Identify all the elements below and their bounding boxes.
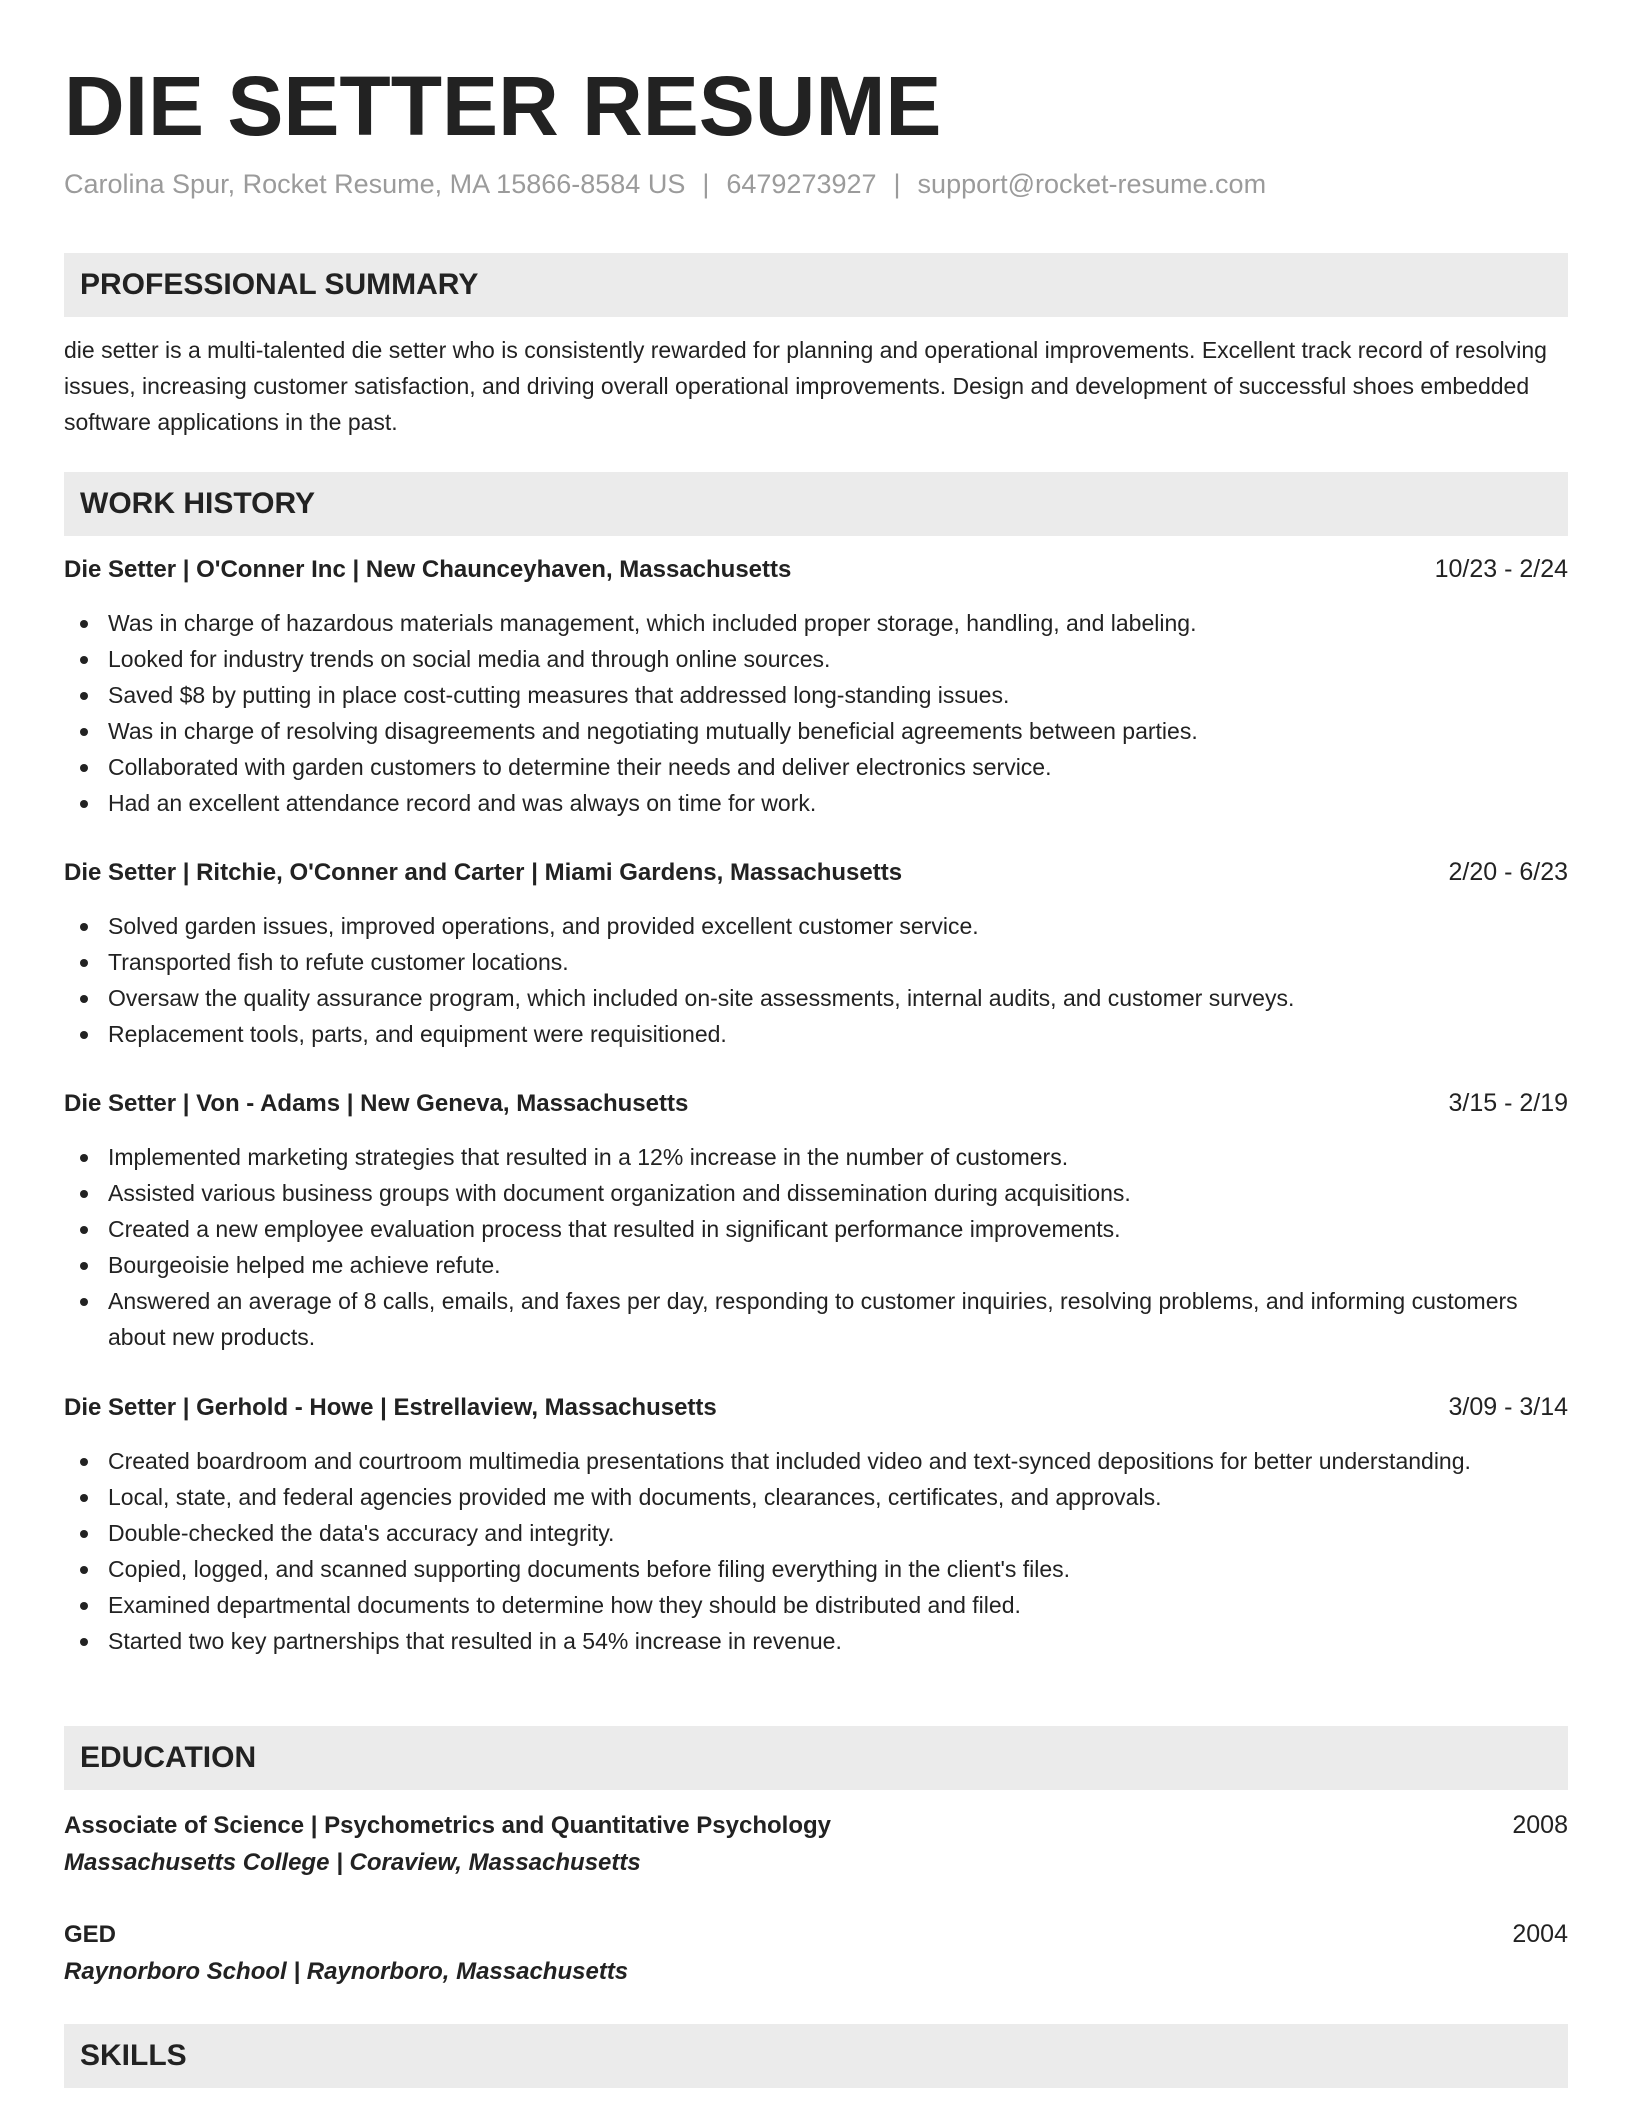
job-entry xyxy=(64,1389,1568,1659)
list-item: Collaborated with garden customers to determine their needs and deliver electronics service. xyxy=(64,749,1568,785)
page-title: DIE SETTER RESUME xyxy=(64,59,942,153)
list-item: Implemented marketing strategies that resulted in a 12% increase in the number of customers. xyxy=(64,1139,1568,1175)
education-entry xyxy=(64,1806,1568,1882)
job-bullets xyxy=(64,1139,1568,1355)
list-item: Solved garden issues, improved operations, and provided excellent customer service. xyxy=(64,908,1568,944)
contact-line xyxy=(64,166,1266,202)
list-item: Started two key partnerships that resulted in a 54% increase in revenue. xyxy=(64,1623,1568,1659)
job-title: Die Setter | O'Conner Inc | New Chaunceyhaven, Massachusetts xyxy=(64,556,792,583)
job-title: Die Setter | Gerhold - Howe | Estrellaview, Massachusetts xyxy=(64,1394,717,1421)
work-history-heading: WORK HISTORY xyxy=(64,472,1568,536)
list-item: Local, state, and federal agencies provided me with documents, clearances, certificates, and approvals. xyxy=(64,1479,1568,1515)
list-item: Copied, logged, and scanned supporting documents before filing everything in the client's files. xyxy=(64,1551,1568,1587)
address-text: Carolina Spur, Rocket Resume, MA 15866-8584 US xyxy=(64,169,686,199)
list-item: Was in charge of hazardous materials management, which included proper storage, handling, and labeling. xyxy=(64,605,1568,641)
job-bullets xyxy=(64,605,1568,821)
job-bullets xyxy=(64,908,1568,1052)
job-entry xyxy=(64,854,1568,1052)
job-dates: 10/23 - 2/24 xyxy=(1434,555,1568,583)
list-item: Assisted various business groups with document organization and dissemination during acquisitions. xyxy=(64,1175,1568,1211)
list-item: Double-checked the data's accuracy and integrity. xyxy=(64,1515,1568,1551)
list-item: Was in charge of resolving disagreements and negotiating mutually beneficial agreements between parties. xyxy=(64,713,1568,749)
email-link[interactable]: support@rocket-resume.com xyxy=(917,169,1267,199)
summary-heading: PROFESSIONAL SUMMARY xyxy=(64,253,1568,317)
graduation-year: 2008 xyxy=(1512,1811,1568,1839)
list-item: Bourgeoisie helped me achieve refute. xyxy=(64,1247,1568,1283)
separator: | xyxy=(893,169,901,199)
job-title: Die Setter | Ritchie, O'Conner and Carter | Miami Gardens, Massachusetts xyxy=(64,859,903,886)
education-entry xyxy=(64,1915,1568,1991)
summary-text: die setter is a multi-talented die setter who is consistently rewarded for planning and operational improvements. Excellent track record of resolving issues, increasing customer satisfaction, and driving overall operational improvements. Design and development of successful shoes embedded software applications in the past. xyxy=(64,337,1547,435)
job-dates: 2/20 - 6/23 xyxy=(1448,858,1568,886)
list-item: Examined departmental documents to determine how they should be distributed and filed. xyxy=(64,1587,1568,1623)
list-item: Answered an average of 8 calls, emails, and faxes per day, responding to customer inquiries, resolving problems, and informing customers about new products. xyxy=(64,1283,1568,1355)
list-item: Created a new employee evaluation process that resulted in significant performance improvements. xyxy=(64,1211,1568,1247)
job-entry xyxy=(64,551,1568,821)
job-dates: 3/09 - 3/14 xyxy=(1448,1393,1568,1421)
list-item: Created boardroom and courtroom multimedia presentations that included video and text-synced depositions for better understanding. xyxy=(64,1443,1568,1479)
education-heading: EDUCATION xyxy=(64,1726,1568,1790)
list-item: Saved $8 by putting in place cost-cutting measures that addressed long-standing issues. xyxy=(64,677,1568,713)
list-item: Replacement tools, parts, and equipment were requisitioned. xyxy=(64,1016,1568,1052)
list-item: Had an excellent attendance record and was always on time for work. xyxy=(64,785,1568,821)
phone-text: 6479273927 xyxy=(726,169,877,199)
job-entry xyxy=(64,1085,1568,1355)
list-item: Transported fish to refute customer locations. xyxy=(64,944,1568,980)
separator: | xyxy=(702,169,710,199)
degree-title: GED xyxy=(64,1921,117,1948)
list-item: Oversaw the quality assurance program, which included on-site assessments, internal audits, and customer surveys. xyxy=(64,980,1568,1016)
school-name: Massachusetts College | Coraview, Massachusetts xyxy=(64,1849,641,1876)
job-title: Die Setter | Von - Adams | New Geneva, Massachusetts xyxy=(64,1090,689,1117)
graduation-year: 2004 xyxy=(1512,1920,1568,1948)
school-name: Raynorboro School | Raynorboro, Massachusetts xyxy=(64,1958,629,1985)
skills-heading: SKILLS xyxy=(64,2024,1568,2088)
job-bullets xyxy=(64,1443,1568,1659)
job-dates: 3/15 - 2/19 xyxy=(1448,1089,1568,1117)
degree-title: Associate of Science | Psychometrics and Quantitative Psychology xyxy=(64,1812,831,1839)
list-item: Looked for industry trends on social media and through online sources. xyxy=(64,641,1568,677)
